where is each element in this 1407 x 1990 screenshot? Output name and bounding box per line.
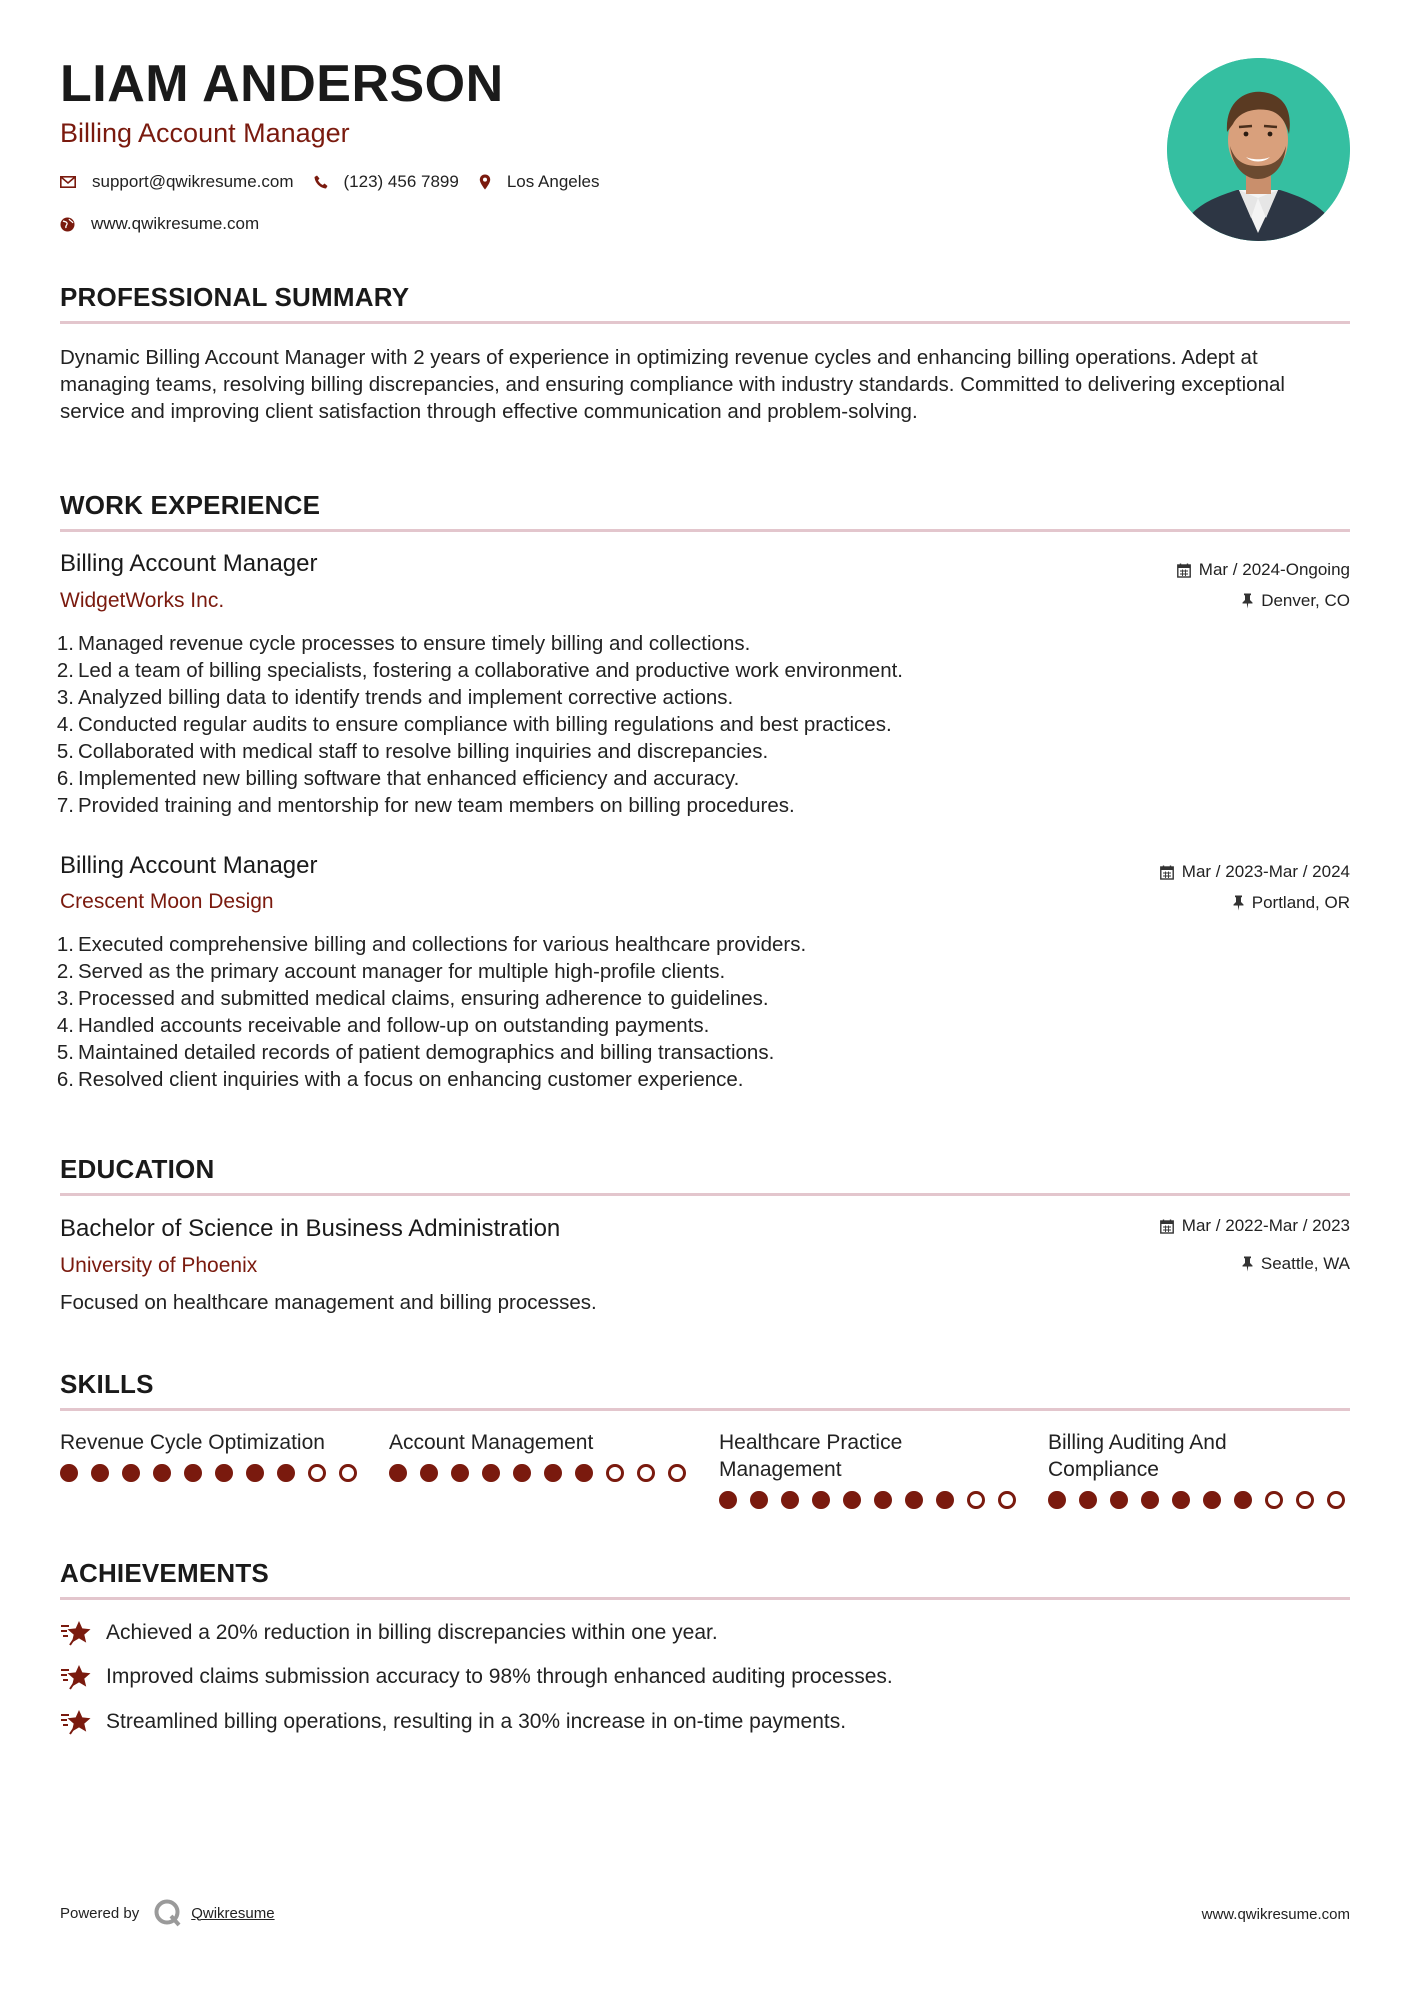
footer-url[interactable]: www.qwikresume.com bbox=[1201, 1906, 1350, 1923]
skill-name: Account Management bbox=[389, 1431, 594, 1454]
achievement-item bbox=[60, 1709, 846, 1735]
job-dates-text: Mar / 2023-Mar / 2024 bbox=[1181, 862, 1350, 881]
section-divider bbox=[60, 1597, 1350, 1600]
achievement-item bbox=[60, 1620, 718, 1646]
skill-rating bbox=[60, 1464, 370, 1482]
contact-row bbox=[60, 172, 599, 192]
rating-dot-filled bbox=[277, 1464, 295, 1482]
section-divider bbox=[60, 1193, 1350, 1196]
profile-photo bbox=[1167, 58, 1350, 241]
rating-dot-filled bbox=[153, 1464, 171, 1482]
rating-dot-filled bbox=[1172, 1491, 1190, 1509]
rating-dot-empty bbox=[668, 1464, 686, 1482]
skill-item bbox=[389, 1429, 699, 1482]
rating-dot-empty bbox=[1296, 1491, 1314, 1509]
list-item: 3. Analyzed billing data to identify trends and implement corrective actions. bbox=[56, 686, 734, 709]
job-bullets bbox=[42, 931, 1242, 1093]
calendar-icon bbox=[1160, 865, 1174, 880]
rating-dot-empty bbox=[339, 1464, 357, 1482]
contact-email[interactable]: support@qwikresume.com bbox=[92, 172, 294, 191]
rating-dot-filled bbox=[781, 1491, 799, 1509]
calendar-icon bbox=[1160, 1219, 1174, 1234]
list-item: 7. Provided training and mentorship for new team members on billing procedures. bbox=[56, 794, 795, 817]
skill-name: Healthcare Practice Management bbox=[719, 1431, 903, 1481]
skill-item bbox=[60, 1429, 370, 1482]
rating-dot-filled bbox=[184, 1464, 202, 1482]
education-dates bbox=[1160, 1216, 1350, 1236]
rating-dot-filled bbox=[750, 1491, 768, 1509]
phone-icon bbox=[314, 175, 328, 189]
star-achievement-icon bbox=[60, 1709, 92, 1735]
skill-rating bbox=[389, 1464, 699, 1482]
rating-dot-filled bbox=[215, 1464, 233, 1482]
rating-dot-filled bbox=[513, 1464, 531, 1482]
rating-dot-filled bbox=[451, 1464, 469, 1482]
rating-dot-empty bbox=[998, 1491, 1016, 1509]
list-item: 6. Implemented new billing software that enhanced efficiency and accuracy. bbox=[56, 767, 740, 790]
candidate-title: Billing Account Manager bbox=[60, 118, 350, 148]
experience-heading: WORK EXPERIENCE bbox=[60, 490, 321, 520]
rating-dot-filled bbox=[122, 1464, 140, 1482]
pushpin-icon bbox=[1242, 593, 1253, 609]
rating-dot-filled bbox=[91, 1464, 109, 1482]
achievement-text: Streamlined billing operations, resulting in a 30% increase in on-time payments. bbox=[106, 1710, 847, 1733]
section-divider bbox=[60, 1408, 1350, 1411]
job-dates bbox=[1177, 560, 1350, 580]
rating-dot-filled bbox=[874, 1491, 892, 1509]
list-item: 4. Conducted regular audits to ensure compliance with billing regulations and best practices. bbox=[56, 713, 892, 736]
rating-dot-filled bbox=[1110, 1491, 1128, 1509]
education-location bbox=[1242, 1254, 1350, 1274]
list-item: 1. Executed comprehensive billing and collections for various healthcare providers. bbox=[56, 933, 807, 956]
rating-dot-filled bbox=[905, 1491, 923, 1509]
list-item: 2. Led a team of billing specialists, fostering a collaborative and productive work environment. bbox=[56, 659, 903, 682]
list-item: 3. Processed and submitted medical claims, ensuring adherence to guidelines. bbox=[56, 987, 769, 1010]
school: University of Phoenix bbox=[60, 1254, 258, 1277]
job-role: Billing Account Manager bbox=[60, 550, 318, 577]
achievement-item bbox=[60, 1664, 893, 1690]
job-dates-text: Mar / 2024-Ongoing bbox=[1198, 560, 1350, 579]
rating-dot-empty bbox=[1327, 1491, 1345, 1509]
list-item: 4. Handled accounts receivable and follow-up on outstanding payments. bbox=[56, 1014, 710, 1037]
list-item: 5. Maintained detailed records of patient demographics and billing transactions. bbox=[56, 1041, 775, 1064]
achievement-text: Achieved a 20% reduction in billing discrepancies within one year. bbox=[106, 1621, 718, 1644]
skill-item bbox=[719, 1429, 1029, 1509]
candidate-name: LIAM ANDERSON bbox=[60, 55, 504, 113]
rating-dot-filled bbox=[60, 1464, 78, 1482]
map-pin-icon bbox=[479, 174, 491, 190]
skill-item bbox=[1048, 1429, 1358, 1509]
rating-dot-filled bbox=[389, 1464, 407, 1482]
pushpin-icon bbox=[1242, 1256, 1253, 1272]
job-company: WidgetWorks Inc. bbox=[60, 589, 225, 612]
calendar-icon bbox=[1177, 563, 1191, 578]
job-company: Crescent Moon Design bbox=[60, 890, 274, 913]
skills-heading: SKILLS bbox=[60, 1369, 154, 1399]
degree: Bachelor of Science in Business Administration bbox=[60, 1215, 561, 1242]
education-heading: EDUCATION bbox=[60, 1154, 215, 1184]
rating-dot-empty bbox=[967, 1491, 985, 1509]
job-location-text: Portland, OR bbox=[1251, 893, 1350, 912]
rating-dot-empty bbox=[637, 1464, 655, 1482]
skill-rating bbox=[1048, 1491, 1358, 1509]
rating-dot-filled bbox=[1079, 1491, 1097, 1509]
job-location-text: Denver, CO bbox=[1261, 591, 1350, 610]
summary-heading: PROFESSIONAL SUMMARY bbox=[60, 282, 410, 312]
star-achievement-icon bbox=[60, 1664, 92, 1690]
summary-text: Dynamic Billing Account Manager with 2 years of experience in optimizing revenue cycles and enhancing billing operations. Adept at managing teams, resolving billing discrepancies, and ensuring compliance with industry standards. Committed to delivering exceptional service and improving client satisfaction through effective communication and problem-solving. bbox=[60, 346, 1285, 423]
skill-name: Billing Auditing And Compliance bbox=[1048, 1431, 1227, 1481]
achievements-heading: ACHIEVEMENTS bbox=[60, 1558, 269, 1588]
rating-dot-filled bbox=[1048, 1491, 1066, 1509]
contact-phone[interactable]: (123) 456 7899 bbox=[343, 172, 459, 191]
list-item: 6. Resolved client inquiries with a focus on enhancing customer experience. bbox=[56, 1068, 744, 1091]
rating-dot-filled bbox=[544, 1464, 562, 1482]
skill-rating bbox=[719, 1491, 1029, 1509]
rating-dot-filled bbox=[246, 1464, 264, 1482]
envelope-icon bbox=[60, 176, 76, 188]
rating-dot-filled bbox=[575, 1464, 593, 1482]
rating-dot-empty bbox=[1265, 1491, 1283, 1509]
job-location bbox=[1233, 893, 1350, 913]
contact-location: Los Angeles bbox=[506, 172, 600, 191]
rating-dot-filled bbox=[1234, 1491, 1252, 1509]
skill-name: Revenue Cycle Optimization bbox=[60, 1431, 325, 1454]
list-item: 2. Served as the primary account manager for multiple high-profile clients. bbox=[56, 960, 726, 983]
footer-powered-by bbox=[60, 1898, 275, 1928]
rating-dot-filled bbox=[420, 1464, 438, 1482]
job-dates bbox=[1160, 862, 1350, 882]
avatar bbox=[1167, 58, 1350, 241]
rating-dot-filled bbox=[1141, 1491, 1159, 1509]
job-location bbox=[1242, 591, 1350, 611]
rating-dot-empty bbox=[308, 1464, 326, 1482]
education-dates-text: Mar / 2022-Mar / 2023 bbox=[1181, 1216, 1350, 1235]
pushpin-icon bbox=[1233, 895, 1244, 911]
section-divider bbox=[60, 529, 1350, 532]
education-location-text: Seattle, WA bbox=[1260, 1254, 1350, 1273]
qwikresume-logo-icon bbox=[153, 1898, 183, 1928]
website-row bbox=[60, 214, 259, 234]
contact-website[interactable]: www.qwikresume.com bbox=[91, 214, 260, 233]
star-achievement-icon bbox=[60, 1620, 92, 1646]
rating-dot-filled bbox=[812, 1491, 830, 1509]
rating-dot-filled bbox=[936, 1491, 954, 1509]
qwikresume-link[interactable]: Qwikresume bbox=[191, 1904, 275, 1922]
section-divider bbox=[60, 321, 1350, 324]
list-item: 1. Managed revenue cycle processes to ensure timely billing and collections. bbox=[56, 632, 751, 655]
education-description: Focused on healthcare management and billing processes. bbox=[60, 1291, 597, 1314]
job-bullets bbox=[42, 630, 1242, 819]
list-item: 5. Collaborated with medical staff to resolve billing inquiries and discrepancies. bbox=[56, 740, 769, 763]
rating-dot-filled bbox=[719, 1491, 737, 1509]
rating-dot-empty bbox=[606, 1464, 624, 1482]
job-role: Billing Account Manager bbox=[60, 852, 318, 879]
rating-dot-filled bbox=[843, 1491, 861, 1509]
globe-icon bbox=[60, 217, 75, 232]
rating-dot-filled bbox=[1203, 1491, 1221, 1509]
powered-by-label: Powered by bbox=[60, 1904, 140, 1922]
achievement-text: Improved claims submission accuracy to 98% through enhanced auditing processes. bbox=[106, 1665, 893, 1688]
rating-dot-filled bbox=[482, 1464, 500, 1482]
